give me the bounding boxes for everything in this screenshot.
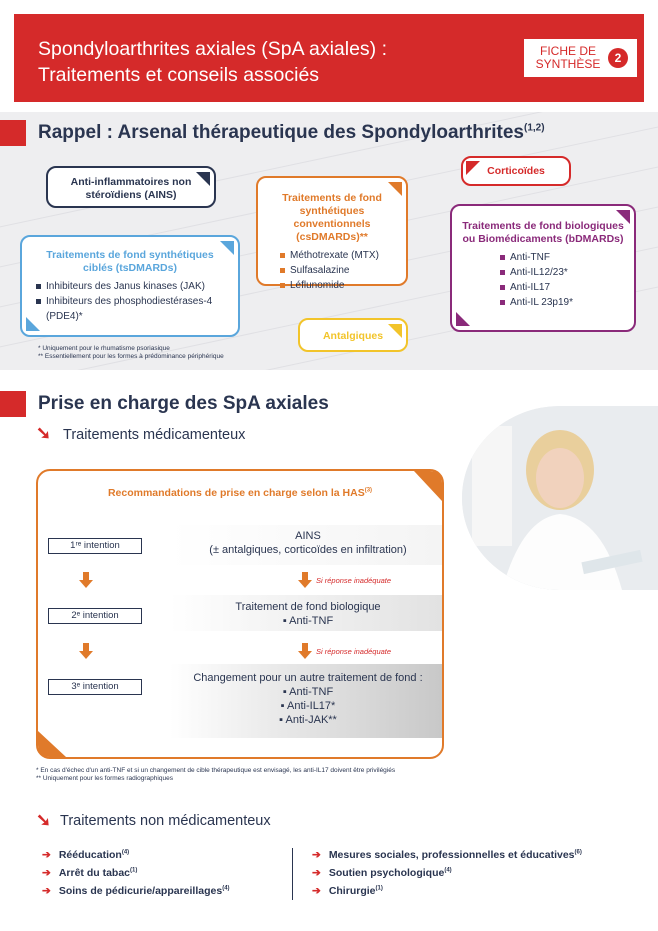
list-item: Inhibiteurs des Janus kinases (JAK) [36, 279, 230, 294]
down-arrow-icon [302, 572, 308, 580]
ains-box [46, 166, 216, 208]
down-arrow-icon [298, 651, 312, 659]
bdmards-list [452, 250, 634, 310]
down-arrow-icon [83, 572, 89, 580]
list-item: Léflunomide [280, 278, 406, 293]
down-arrow-icon [79, 651, 93, 659]
tsdmards-box [20, 235, 240, 337]
non-med-ref: (1) [375, 885, 383, 892]
csdmards-box [256, 176, 408, 291]
list-item: Anti-IL 23p19* [500, 295, 634, 310]
row3-item: ▪ Anti-JAK** [279, 714, 337, 726]
arrow-right-icon: ➔ [312, 849, 321, 861]
arrow-right-icon: ➔ [42, 867, 51, 879]
tsdmards-list [22, 279, 238, 324]
prise-footnote-2: ** Uniquement pour les formes radiographiques [36, 775, 173, 782]
doctor-illustration-icon [462, 406, 658, 590]
non-med-label: Arrêt du tabac [58, 867, 130, 879]
row1-text [180, 529, 436, 557]
non-med-item [312, 867, 452, 879]
corticoides-box [461, 156, 571, 186]
list-item: Anti-TNF [500, 250, 634, 265]
non-med-label: Soins de pédicurie/appareillages [58, 885, 223, 897]
non-med-label: Mesures sociales, professionnelles et éducatives [328, 849, 575, 861]
arrow-right-icon: ➔ [42, 885, 51, 897]
non-med-ref: (6) [574, 849, 582, 856]
tsdmards-corner-icon [220, 241, 234, 255]
down-arrow-icon [79, 580, 93, 588]
red-arrow-icon: ➘ [36, 423, 52, 443]
antalgiques-box [298, 318, 408, 352]
corticoides-corner-icon [466, 161, 480, 175]
red-arrow-icon: ➘ [36, 810, 52, 830]
row2-line1: Traitement de fond biologique [235, 601, 381, 613]
tsdmards-title: Traitements de fond synthétiques ciblés (tsDMARDs) [46, 249, 214, 274]
row3-line1: Changement pour un autre traitement de fond : [193, 672, 423, 684]
doctor-photo [462, 406, 658, 590]
bdmards-box [450, 204, 636, 332]
non-med-item [312, 885, 383, 897]
antalgiques-label: Antalgiques [322, 330, 384, 342]
rappel-footnote-1: * Uniquement pour le rhumatisme psoriasique [38, 345, 170, 352]
si-reponse-2: Si réponse inadéquate [316, 647, 392, 656]
rappel-title-refs: (1,2) [524, 122, 545, 134]
reco-title [38, 487, 442, 499]
si-reponse-1: Si réponse inadéquate [316, 576, 392, 585]
arrow-right-icon: ➔ [312, 867, 321, 879]
list-item: Anti-IL17 [500, 280, 634, 295]
row1-line1: AINS [295, 530, 321, 542]
intent-2: 2ᵉ intention [48, 608, 142, 624]
med-subtitle: Traitements médicamenteux [63, 427, 246, 443]
non-med-ref: (4) [222, 885, 230, 892]
reco-title-text: Recommandations de prise en charge selon la HAS [107, 487, 365, 499]
non-med-item [42, 867, 137, 879]
list-item: Méthotrexate (MTX) [280, 248, 406, 263]
non-med-label: Soutien psychologique [328, 867, 445, 879]
fiche-badge [524, 39, 637, 77]
reco-title-ref: (3) [364, 487, 373, 494]
non-med-ref: (1) [130, 867, 138, 874]
csdmards-title: Traitements de fond synthétiques conventionnels (csDMARDs)** [282, 192, 382, 243]
rappel-footnote-2: ** Essentiellement pour les formes à prédominance périphérique [38, 353, 224, 360]
arrow-right-icon: ➔ [42, 849, 51, 861]
list-item: Sulfasalazine [280, 263, 406, 278]
fiche-number: 2 [608, 48, 628, 68]
row2-text [180, 600, 436, 628]
prise-footnote-1: * En cas d'échec d'un anti-TNF et si un changement de cible thérapeutique est envisagé, les anti-IL17 doivent être privilégiés [36, 767, 396, 774]
intent-1: 1ʳᵉ intention [48, 538, 142, 554]
down-arrow-icon [83, 643, 89, 651]
bdmards-corner-icon-2 [456, 312, 470, 326]
bdmards-corner-icon [616, 210, 630, 224]
reco-corner-icon-2 [38, 729, 66, 757]
corticoides-label: Corticoïdes [487, 165, 545, 177]
intent-3: 3ᵉ intention [48, 679, 142, 695]
reco-corner-icon [412, 471, 442, 501]
non-med-ref: (4) [121, 849, 130, 856]
header-banner [14, 14, 644, 102]
down-arrow-icon [298, 580, 312, 588]
bdmards-title: Traitements de fond biologiques ou Biomédicaments (bDMARDs) [462, 220, 624, 245]
list-item: Anti-IL12/23* [500, 265, 634, 280]
ains-corner-icon [196, 172, 210, 186]
non-med-label: Rééducation [58, 849, 122, 861]
row3-text [176, 671, 440, 727]
csdmards-list [258, 248, 406, 293]
row3-item: ▪ Anti-IL17* [280, 700, 336, 712]
page-title-line2: Traitements et conseils associés [38, 64, 320, 86]
non-med-title: Traitements non médicamenteux [60, 813, 271, 829]
row3-item: ▪ Anti-TNF [282, 686, 334, 698]
non-med-item [42, 849, 129, 861]
csdmards-corner-icon [388, 182, 402, 196]
list-item: Inhibiteurs des phosphodiestérases-4 (PDE4)* [36, 294, 230, 324]
row2-line2: ▪ Anti-TNF [282, 615, 334, 627]
prise-title: Prise en charge des SpA axiales [38, 393, 329, 414]
tsdmards-corner-icon-2 [26, 317, 40, 331]
down-arrow-icon [302, 643, 308, 651]
fiche-label: FICHE DE SYNTHÈSE [535, 44, 601, 71]
ains-label: Anti-inflammatoires non stéroïdiens (AINS) [70, 176, 192, 201]
section-marker [0, 120, 26, 146]
non-med-item [42, 885, 230, 897]
non-med-label: Chirurgie [328, 885, 376, 897]
antalgiques-corner-icon [388, 324, 402, 338]
section-marker [0, 391, 26, 417]
row1-line2: (± antalgiques, corticoïdes en infiltration) [209, 544, 407, 556]
non-med-item [312, 849, 582, 861]
non-med-ref: (4) [444, 867, 452, 874]
arrow-right-icon: ➔ [312, 885, 321, 897]
page-title-line1: Spondyloarthrites axiales (SpA axiales) : [38, 38, 388, 60]
rappel-title [38, 122, 545, 144]
rappel-title-text: Rappel : Arsenal thérapeutique des Spondyloarthrites [38, 122, 525, 143]
divider [292, 848, 293, 900]
